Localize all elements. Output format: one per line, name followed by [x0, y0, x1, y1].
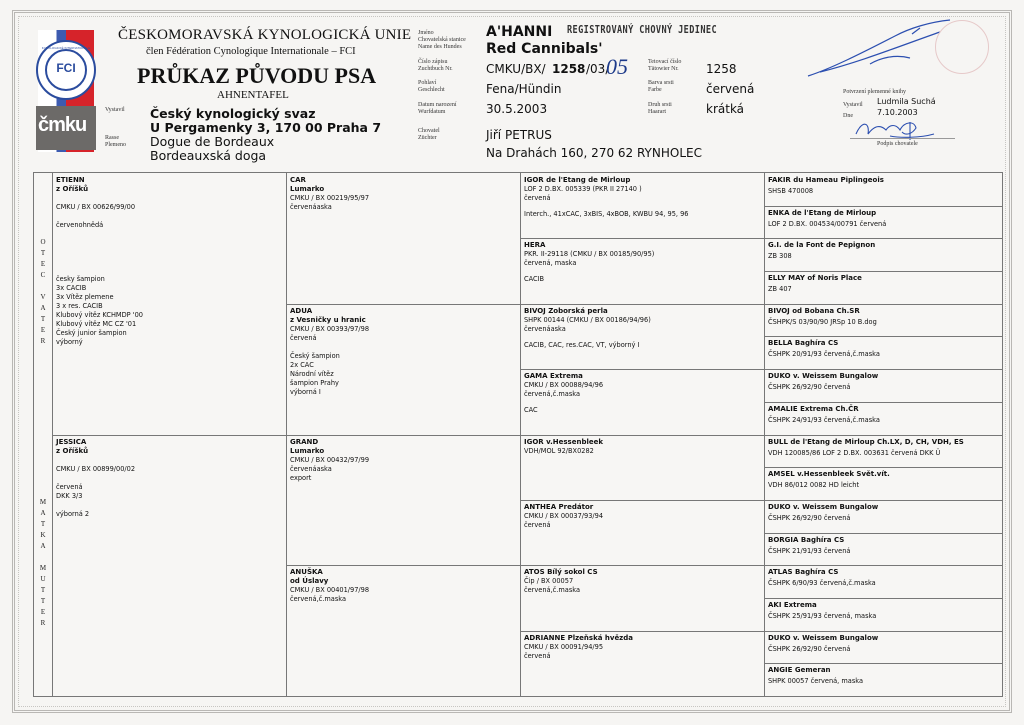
ancestor-g1-0 — [56, 176, 143, 347]
ancestor-detail — [56, 194, 143, 203]
ancestor-name: GAMA Extrema — [524, 372, 583, 381]
org-name: ČESKOMORAVSKÁ KYNOLOGICKÁ UNIE — [118, 27, 412, 43]
ancestor-g4-11 — [768, 536, 850, 556]
ancestor-g4-13 — [768, 601, 876, 621]
row-divider — [764, 500, 1002, 501]
ancestor-detail: od Úslavy — [290, 577, 329, 586]
ancestor-g4-2 — [768, 241, 875, 261]
ancestor-detail: z Vesničky u hranic — [290, 315, 366, 324]
ancestor-name: BIVOJ Zoborská perla — [524, 306, 608, 315]
ancestor-name: ATLAS Baghíra CS — [768, 568, 839, 577]
confirm-date-label: Dne — [843, 113, 853, 119]
confirm-issued-by: Ludmila Suchá — [877, 97, 936, 106]
ancestor-detail — [56, 257, 143, 266]
logo-block — [32, 30, 100, 152]
ancestor-detail: PKR. II-29118 (CMKU / BX 00185/90/95) — [524, 250, 655, 259]
ancestor-g2-2 — [290, 438, 369, 483]
row-divider — [764, 304, 1002, 305]
ancestor-g4-14 — [768, 634, 878, 654]
side-label-father: O T E C V A T E R — [40, 238, 46, 345]
signature-line — [850, 138, 955, 139]
issuer-name: Český kynologický svaz — [150, 106, 316, 121]
ancestor-name: FAKIR du Hameau Piplingeois — [768, 176, 884, 184]
side-label-mother: M A T K A M U T T E R — [39, 498, 47, 627]
ancestor-name: CAR — [290, 176, 306, 184]
ancestor-g3-7 — [524, 634, 633, 661]
ancestor-g4-8 — [768, 438, 964, 458]
ancestor-detail: Národní vítěz — [290, 369, 334, 378]
ancestor-name: ANGIE Gemeran — [768, 666, 831, 675]
ancestor-name: ETIENN — [56, 176, 85, 184]
ancestor-name: GRAND — [290, 437, 319, 446]
ancestor-detail: 2x CAC — [290, 360, 314, 369]
row-divider — [764, 631, 1002, 632]
ancestor-g3-1 — [524, 241, 654, 284]
ancestor-g3-0 — [524, 176, 688, 219]
ancestor-detail: ČSHPK 26/92/90 červená — [768, 383, 851, 392]
ancestor-name: G.I. de la Font de Pepignon — [768, 241, 876, 250]
ancestor-detail: LOF 2 D.BX. 004534/00791 červená — [768, 219, 887, 228]
ancestor-detail: červená, maska — [524, 259, 577, 268]
ancestor-name: ANTHEA Predátor — [524, 502, 594, 511]
ancestor-detail: Klubový vítěz KCHMDP '00 — [56, 311, 143, 319]
ancestor-detail: červenáaska — [290, 464, 332, 473]
ancestor-name: ENKA de l'Etang de Mirloup — [768, 208, 877, 217]
row-divider — [764, 402, 1002, 403]
ancestor-detail: ČSHPK 26/92/90 červená — [768, 513, 851, 522]
row-divider — [764, 565, 1002, 566]
ancestor-g3-2 — [524, 307, 651, 350]
ancestor-name: AKI Extrema — [768, 600, 817, 609]
ancestor-name: BORGIA Baghíra CS — [768, 535, 845, 544]
ancestor-detail: česky šampion — [56, 275, 105, 283]
ancestor-detail: červená — [524, 520, 551, 529]
ancestor-detail — [56, 474, 135, 483]
pedigree-table — [33, 172, 1003, 697]
ancestor-g4-15 — [768, 666, 863, 686]
ancestor-detail: Interch., 41xCAC, 3xBIS, 4xBOB, KWBU 94, 95, 96 — [524, 210, 689, 218]
row-divider — [764, 238, 1002, 239]
ancestor-name: BELLA Baghíra CS — [768, 339, 839, 348]
dob-label: Datum narození Wurfdatum — [418, 102, 457, 115]
ancestor-detail: červenáaska — [524, 324, 566, 333]
row-divider — [764, 435, 1002, 436]
fci-logo — [36, 40, 96, 100]
ancestor-detail: VDH 120085/86 LOF 2 D.BX. 003631 červená DKK Ü — [768, 448, 941, 457]
ancestor-detail: ČSHPK/S 03/90/90 JRSp 10 B.dog — [768, 317, 877, 326]
ancestor-detail: Český junior šampion — [56, 329, 127, 337]
row-divider — [764, 336, 1002, 337]
ancestor-name: ADUA — [290, 306, 313, 315]
ancestor-detail: ČSHPK 20/91/93 červená,č.maska — [768, 350, 880, 359]
ancestor-detail: DKK 3/3 — [56, 491, 83, 500]
ancestor-detail — [56, 212, 143, 221]
ancestor-detail — [524, 203, 688, 210]
ancestor-detail: VDH/MOL 92/BX0282 — [524, 446, 594, 455]
ancestor-detail: VDH 86/012 0082 HD leicht — [768, 481, 860, 490]
ancestor-detail: CMKU / BX 00219/95/97 — [290, 194, 370, 202]
ancestor-g2-1 — [290, 307, 369, 397]
ancestor-detail: Lumarko — [290, 446, 325, 455]
ancestor-detail — [524, 334, 651, 341]
registered-stamp: REGISTROVANÝ CHOVNÝ JEDINEC — [567, 23, 718, 36]
ancestor-detail: 3x Vítěz plemene — [56, 293, 114, 301]
color-value: červená — [706, 82, 755, 96]
ancestor-name: BIVOJ od Bobana Ch.SR — [768, 306, 860, 315]
ancestor-g2-3 — [290, 568, 369, 604]
ancestor-name: IGOR de l'Etang de Mirloup — [524, 176, 631, 184]
ancestor-detail: z Oříšků — [56, 185, 89, 193]
breeder-name: Jiří PETRUS — [486, 128, 552, 142]
ancestor-name: AMALIE Extrema Ch.ČR — [768, 404, 859, 413]
cmku-logo — [36, 106, 96, 150]
ancestor-detail: červená — [56, 482, 83, 491]
studbook-handwritten: 05 — [606, 54, 628, 79]
ancestor-g4-6 — [768, 372, 878, 392]
ancestor-detail — [56, 230, 143, 239]
ancestor-detail: Čip / BX 00057 — [524, 577, 574, 586]
ancestor-name: BULL de l'Etang de Mirloup Ch.LX, D, CH, VDH, ES — [768, 437, 964, 446]
confirm-issued-label: Vystavil — [843, 102, 863, 108]
ancestor-detail: červenohnědá — [56, 221, 104, 229]
breed-fr: Dogue de Bordeaux — [150, 134, 275, 149]
row-divider — [764, 533, 1002, 534]
ancestor-detail: ČSHPK 26/92/90 červená — [768, 644, 851, 653]
ancestor-detail: červenáaska — [290, 203, 332, 211]
studbook-no: 1258 — [552, 62, 586, 76]
sex-label: Pohlaví Geschlecht — [418, 80, 445, 93]
ancestor-g4-5 — [768, 339, 880, 359]
color-label: Barva srsti Farbe — [648, 80, 674, 93]
ancestor-detail: výborný — [56, 338, 83, 346]
studbook-year: /03/ — [586, 62, 610, 76]
ancestor-detail: výborná 2 — [56, 509, 90, 518]
ancestor-g3-3 — [524, 372, 603, 415]
issuer-address: U Pergamenky 3, 170 00 Praha 7 — [150, 120, 382, 135]
confirm-date: 7.10.2003 — [877, 108, 918, 117]
issued-label: Vystavil — [105, 107, 125, 113]
ancestor-g1-1 — [56, 438, 135, 519]
ancestor-detail: CMKU / BX 00626/99/00 — [56, 203, 136, 211]
page-subtitle: AHNENTAFEL — [217, 89, 289, 101]
ancestor-g4-4 — [768, 307, 877, 327]
ancestor-g4-9 — [768, 470, 890, 490]
breeder-signature — [850, 114, 940, 144]
ancestor-detail — [56, 456, 135, 465]
ancestor-detail: ZB 407 — [768, 285, 792, 294]
page-title: PRŮKAZ PŮVODU PSA — [137, 63, 377, 88]
tattoo-value: 1258 — [706, 62, 737, 76]
ancestor-detail: CMKU / BX 00091/94/95 — [524, 642, 604, 651]
sex-value: Fena/Hündin — [486, 82, 562, 96]
ancestor-detail: z Oříšků — [56, 446, 89, 455]
ancestor-detail: SHPK 00144 (CMKU / BX 00186/94/96) — [524, 315, 651, 324]
ancestor-detail: SHSB 470008 — [768, 187, 814, 195]
fci-logo-ring-text: KYNOLOGICKÉ INTERNATIONALE — [41, 46, 91, 50]
ancestor-name: ANUŠKA — [290, 568, 323, 577]
ancestor-detail: Český šampion — [290, 351, 340, 360]
ancestor-detail: 3x CACIB — [56, 284, 87, 292]
ancestor-detail — [290, 343, 369, 352]
ancestor-detail: 3 x res. CACIB — [56, 302, 103, 310]
ancestor-detail: ČSHPK 6/90/93 červená,č.maska — [768, 579, 876, 588]
name-label: Jméno Chovatelská stanice Name des Hundes — [418, 30, 466, 50]
ancestor-detail: červená,č.maska — [290, 595, 347, 604]
ancestor-detail: LOF 2 D.BX. 005339 (PKR II 27140 ) — [524, 185, 642, 193]
tattoo-label: Tetovací číslo Tätowier Nr. — [648, 59, 682, 72]
ancestor-detail — [56, 501, 135, 510]
ancestor-g4-7 — [768, 405, 880, 425]
ancestor-g4-3 — [768, 274, 862, 294]
ancestor-detail: šampion Prahy — [290, 378, 339, 387]
studbook-label: Číslo zápisu Zuchtbuch Nr. — [418, 59, 453, 72]
row-divider — [764, 369, 1002, 370]
ancestor-name: AMSEL v.Hessenbleek Svět.vít. — [768, 470, 890, 479]
ancestor-detail: CACIB, CAC, res.CAC, VT, výborný I — [524, 340, 640, 349]
ancestor-detail: červená — [524, 194, 551, 202]
ancestor-detail — [56, 266, 143, 275]
ancestor-detail: CMKU / BX 00432/97/99 — [290, 455, 370, 464]
ancestor-g3-6 — [524, 568, 598, 595]
ancestor-detail: červená — [290, 333, 317, 342]
coat-label: Druh srsti Haarart — [648, 102, 672, 115]
ancestor-detail — [524, 399, 603, 406]
ancestor-name: ADRIANNE Plzeňská hvězda — [524, 633, 633, 642]
row-divider — [764, 271, 1002, 272]
breed-label-1: Rasse — [105, 135, 119, 141]
ancestor-name: DUKO v. Weissem Bungalow — [768, 372, 879, 381]
ancestor-detail: Klubový vítěz MC CZ '01 — [56, 320, 137, 328]
studbook-value: CMKU/BX/ — [486, 62, 546, 76]
ancestor-g2-0 — [290, 176, 369, 212]
ancestor-detail: ZB 308 — [768, 252, 792, 261]
breed-cz: Bordeauxská doga — [150, 148, 267, 163]
cmku-logo-text: čmku — [38, 114, 87, 136]
ancestor-detail: červená,č.maska — [524, 390, 581, 399]
row-divider — [764, 206, 1002, 207]
ancestor-name: JESSICA — [56, 437, 87, 446]
ancestor-g4-10 — [768, 503, 878, 523]
ancestor-detail: CMKU / BX 00088/94/96 — [524, 381, 604, 390]
ancestor-detail — [56, 239, 143, 248]
breeder-address: Na Drahách 160, 270 62 RYNHOLEC — [486, 146, 702, 160]
signature-caption: Podpis chovatele — [877, 141, 918, 147]
round-stamp — [935, 20, 989, 74]
breeder-label: Chovatel Züchter — [418, 128, 440, 141]
ancestor-detail: červená — [524, 651, 551, 660]
ancestor-g4-1 — [768, 209, 886, 229]
ancestor-detail: export — [290, 473, 312, 482]
ancestor-name: ELLY MAY of Noris Place — [768, 274, 862, 283]
ancestor-name: IGOR v.Hessenbleek — [524, 437, 604, 446]
ancestor-detail: červená,č.maska — [524, 586, 581, 595]
org-member: člen Fédération Cynologique Internationale – FCI — [146, 46, 356, 57]
fci-logo-text: FCI — [56, 61, 76, 75]
ancestor-detail — [56, 248, 143, 257]
ancestor-detail: CACIB — [524, 275, 545, 284]
ancestor-detail: ČSHPK 24/91/93 červená,č.maska — [768, 415, 880, 424]
ancestor-name: ATOS Bílý sokol CS — [524, 568, 598, 577]
ancestor-detail: ČSHPK 25/91/93 červená, maska — [768, 611, 877, 620]
dob-value: 30.5.2003 — [486, 102, 548, 116]
ancestor-detail: výborná I — [290, 387, 321, 396]
ancestor-g4-12 — [768, 568, 876, 588]
ancestor-detail — [524, 268, 654, 275]
ancestor-detail: CMKU / BX 00899/00/02 — [56, 464, 136, 473]
row-divider — [764, 663, 1002, 664]
ancestor-detail: CMKU / BX 00401/97/98 — [290, 586, 370, 595]
ancestor-name: DUKO v. Weissem Bungalow — [768, 633, 879, 642]
coat-value: krátká — [706, 102, 745, 116]
ancestor-detail: CMKU / BX 00393/97/98 — [290, 324, 370, 333]
breed-label-2: Plemeno — [105, 142, 126, 148]
row-divider — [764, 598, 1002, 599]
kennel-name: Red Cannibals' — [486, 41, 603, 57]
confirm-label: Potvrzení plemenné knihy — [843, 89, 906, 95]
ancestor-g3-4 — [524, 438, 603, 456]
ancestor-detail: CMKU / BX 00037/93/94 — [524, 511, 604, 520]
row-divider — [764, 467, 1002, 468]
dog-name: A'HANNI — [486, 24, 553, 40]
ancestor-name: DUKO v. Weissem Bungalow — [768, 502, 879, 511]
ancestor-g3-5 — [524, 503, 603, 530]
ancestor-detail: ČSHPK 21/91/93 červená — [768, 546, 851, 555]
ancestor-g4-0 — [768, 176, 884, 196]
ancestor-detail: Lumarko — [290, 185, 325, 193]
ancestor-detail: CAC — [524, 406, 538, 415]
ancestor-name: HERA — [524, 241, 546, 250]
ancestor-detail: SHPK 00057 červená, maska — [768, 677, 864, 686]
